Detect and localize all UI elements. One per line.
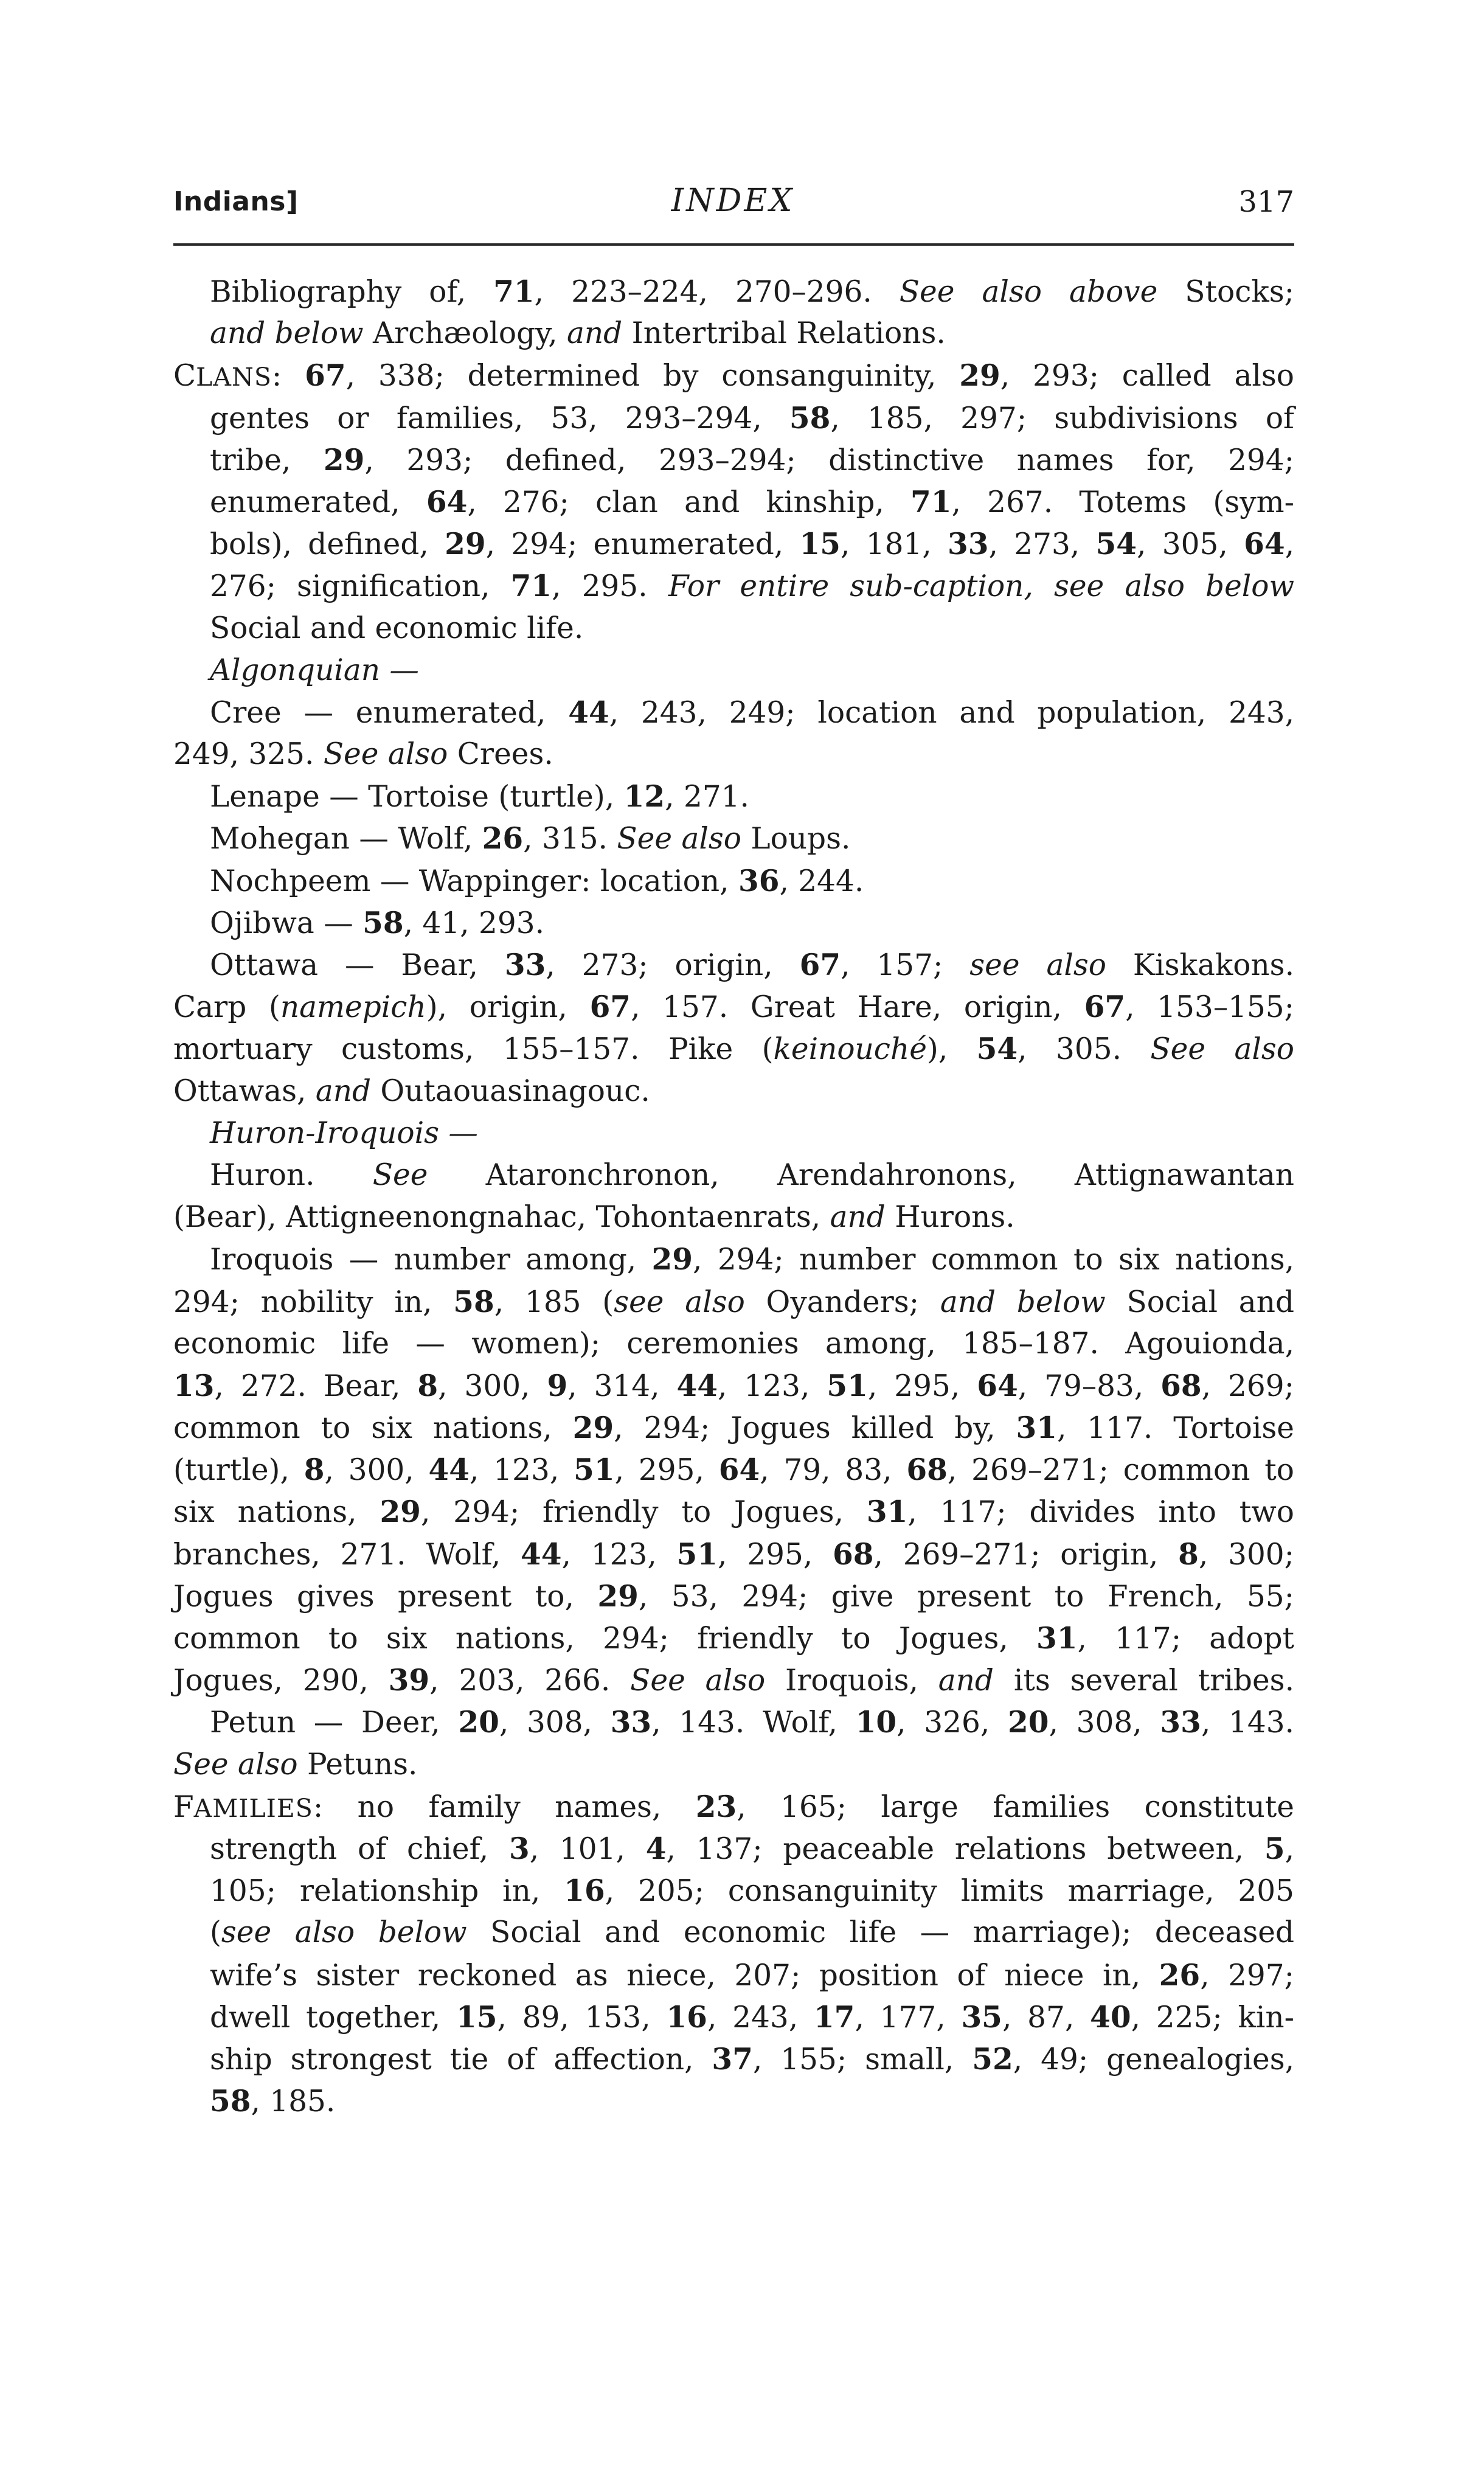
- index-text: , 269;: [1201, 1369, 1294, 1403]
- volume-ref: 33: [948, 527, 989, 562]
- index-text: Huron-Iroquois —: [210, 1116, 478, 1150]
- volume-ref: 29: [959, 358, 1000, 394]
- index-line: [210, 565, 1294, 607]
- index-text: , 185 (: [494, 1285, 614, 1319]
- volume-ref: 51: [574, 1453, 615, 1488]
- index-line: [210, 481, 1294, 523]
- index-text: Oyanders;: [744, 1285, 940, 1319]
- index-text: and below: [210, 316, 364, 351]
- volume-ref: 71: [510, 569, 552, 604]
- volume-ref: 8: [1178, 1536, 1199, 1572]
- volume-ref: 29: [597, 1578, 639, 1614]
- index-text: , 165; large families constitute: [737, 1789, 1295, 1824]
- index-text: and: [830, 1200, 886, 1235]
- index-text: branches, 271. Wolf,: [173, 1537, 521, 1572]
- index-line: [173, 1533, 1294, 1575]
- index-text: , 293; called also: [1000, 359, 1294, 394]
- index-line: [173, 1617, 1294, 1659]
- index-text: Mohegan — Wolf,: [210, 822, 482, 856]
- index-text: Algonquian —: [210, 653, 419, 687]
- index-line: [210, 271, 1294, 313]
- index-text: Outaouasinagouc.: [371, 1074, 650, 1108]
- volume-ref: 33: [610, 1705, 652, 1740]
- volume-ref: 44: [428, 1453, 470, 1488]
- volume-ref: 31: [1016, 1411, 1058, 1446]
- index-text: see also: [614, 1285, 745, 1319]
- index-text: , 185.: [251, 2084, 336, 2119]
- index-text: , 295,: [867, 1369, 977, 1403]
- index-text: , 300,: [324, 1453, 429, 1488]
- index-text: Petun — Deer,: [210, 1706, 459, 1740]
- volume-ref: 58: [362, 905, 404, 940]
- index-text: ,: [1285, 1831, 1294, 1866]
- index-line: [210, 608, 1294, 650]
- volume-ref: 8: [303, 1453, 325, 1488]
- volume-ref: 20: [458, 1705, 499, 1740]
- index-text: , 153–155;: [1125, 990, 1294, 1025]
- volume-ref: 26: [1159, 1957, 1201, 1993]
- index-text: see also below: [221, 1915, 467, 1950]
- volume-ref: 29: [445, 527, 486, 562]
- index-text: six nations,: [173, 1495, 380, 1530]
- index-text: , 305.: [1018, 1032, 1151, 1067]
- volume-ref: 44: [568, 695, 609, 730]
- index-text: , 295,: [614, 1453, 719, 1488]
- index-text: , 157;: [841, 948, 970, 982]
- index-text: , 117. Tortoise: [1057, 1411, 1294, 1446]
- volume-ref: 67: [1084, 990, 1126, 1025]
- volume-ref: 37: [712, 2041, 753, 2077]
- index-line: [173, 734, 1294, 776]
- volume-ref: 31: [866, 1494, 908, 1530]
- index-text: Carp (: [173, 990, 280, 1025]
- volume-ref: 54: [1095, 527, 1137, 562]
- volume-ref: 71: [910, 484, 952, 519]
- index-text: , 117; adopt: [1077, 1622, 1294, 1656]
- index-text: and: [938, 1664, 994, 1698]
- index-text: , 137; peaceable relations between,: [666, 1831, 1264, 1866]
- index-text: See also: [1150, 1032, 1294, 1067]
- index-text: , 300;: [1198, 1537, 1295, 1572]
- index-text: Archæology,: [363, 316, 567, 351]
- volume-ref: 29: [572, 1411, 614, 1446]
- index-text: , 293; defined, 293–294; distinctive names for, 294;: [364, 443, 1294, 477]
- index-line: [173, 1786, 1294, 1828]
- volume-ref: 64: [977, 1368, 1018, 1403]
- index-text: , 157. Great Hare, origin,: [631, 990, 1084, 1025]
- index-line: [210, 1954, 1294, 1996]
- volume-ref: 35: [961, 1999, 1002, 2035]
- index-text: ), origin,: [426, 990, 590, 1025]
- index-text: , 123,: [470, 1453, 574, 1488]
- volume-ref: 54: [976, 1032, 1018, 1067]
- index-text: , 300,: [438, 1369, 547, 1403]
- index-text: : no family names,: [313, 1789, 696, 1824]
- index-text: , 294; enumerated,: [485, 527, 800, 562]
- volume-ref: 51: [827, 1368, 868, 1403]
- index-text: 105; relationship in,: [210, 1874, 564, 1909]
- index-text: Jogues gives present to,: [173, 1579, 598, 1614]
- index-text: dwell together,: [210, 2000, 457, 2035]
- volume-ref: 3: [509, 1831, 530, 1866]
- index-line: [210, 523, 1294, 565]
- index-line: [210, 944, 1294, 986]
- index-text: mortuary customs, 155–157. Pike (: [173, 1032, 774, 1067]
- index-text: Lenape — Tortoise (turtle),: [210, 780, 624, 814]
- index-text: common to six nations,: [173, 1411, 573, 1446]
- volume-ref: 44: [676, 1368, 718, 1403]
- volume-ref: 29: [380, 1494, 421, 1530]
- index-text: , 315.: [523, 822, 617, 856]
- index-text: , 143. Wolf,: [651, 1706, 856, 1740]
- volume-ref: 17: [813, 1999, 855, 2035]
- volume-ref: 40: [1090, 1999, 1131, 2035]
- index-text: Social and economic life.: [210, 611, 584, 645]
- volume-ref: 36: [738, 863, 780, 898]
- index-text: LANS: [196, 363, 272, 392]
- index-text: , 294; number common to six nations,: [693, 1243, 1295, 1277]
- index-line: [173, 1071, 1294, 1113]
- index-text: enumerated,: [210, 485, 426, 519]
- running-head-section: Indians]: [173, 186, 299, 217]
- index-line: [210, 860, 1294, 902]
- index-text: Stocks;: [1157, 275, 1294, 309]
- index-text: , 123,: [718, 1369, 827, 1403]
- header-rule: [173, 243, 1294, 246]
- index-text: common to six nations, 294; friendly to Jogues,: [173, 1622, 1037, 1656]
- index-line: [210, 397, 1294, 439]
- index-text: , 271.: [665, 780, 749, 814]
- index-text: , 269–271; origin,: [873, 1537, 1179, 1572]
- index-line: [210, 650, 1294, 692]
- volume-ref: 29: [323, 442, 365, 477]
- index-line: [210, 1154, 1294, 1196]
- index-text: , 276; clan and kinship,: [467, 485, 910, 519]
- index-text: , 123,: [561, 1537, 677, 1572]
- volume-ref: 13: [173, 1368, 215, 1403]
- index-text: 276; signification,: [210, 569, 511, 604]
- index-text: , 305,: [1137, 527, 1244, 562]
- index-text: See also above: [899, 275, 1158, 309]
- volume-ref: 15: [456, 1999, 498, 2035]
- index-text: C: [173, 359, 196, 394]
- index-text: Hurons.: [885, 1200, 1015, 1235]
- index-line: [210, 1701, 1294, 1743]
- index-text: , 79, 83,: [760, 1453, 907, 1488]
- index-text: Cree — enumerated,: [210, 695, 569, 730]
- page-number: 317: [1238, 185, 1294, 219]
- index-text: See also: [173, 1747, 298, 1782]
- index-text: (Bear), Attigneenongnahac, Tohontaenrats,: [173, 1200, 830, 1235]
- volume-ref: 58: [453, 1284, 494, 1319]
- index-line: [173, 1028, 1294, 1070]
- index-text: Kiskakons.: [1106, 948, 1294, 982]
- index-text: see also: [969, 948, 1106, 982]
- volume-ref: 20: [1008, 1705, 1049, 1740]
- index-line: [210, 1238, 1294, 1280]
- volume-ref: 68: [833, 1536, 874, 1572]
- volume-ref: 51: [676, 1536, 718, 1572]
- index-text: , 243, 249; location and population, 243,: [609, 695, 1294, 730]
- volume-ref: 12: [623, 779, 665, 814]
- index-line: [173, 1575, 1294, 1617]
- index-text: Ataronchronon, Arendahronons, Attignawantan: [428, 1158, 1294, 1192]
- index-line: [173, 355, 1294, 397]
- index-text: ship strongest tie of affection,: [210, 2042, 712, 2077]
- index-text: bols), defined,: [210, 527, 445, 562]
- index-text: , 273; origin,: [546, 948, 800, 982]
- index-text: Nochpeem — Wappinger: location,: [210, 864, 738, 898]
- index-line: [210, 2038, 1294, 2080]
- index-text: , 244.: [779, 864, 864, 898]
- index-text: wife’s sister reckoned as niece, 207; position of niece in,: [210, 1958, 1159, 1993]
- index-line: [173, 1659, 1294, 1701]
- volume-ref: 9: [547, 1368, 568, 1403]
- index-line: [210, 439, 1294, 481]
- index-text: , 267. Totems (sym-: [951, 485, 1294, 519]
- index-line: [173, 1744, 1294, 1786]
- index-line: [210, 817, 1294, 859]
- index-text: See also: [323, 737, 448, 772]
- index-text: , 79–83,: [1018, 1369, 1161, 1403]
- index-text: , 101,: [529, 1831, 646, 1866]
- index-text: Bibliography of,: [210, 275, 494, 309]
- index-text: , 223–224, 270–296.: [534, 275, 900, 309]
- index-text: and below: [940, 1285, 1106, 1319]
- volume-ref: 67: [589, 990, 631, 1025]
- volume-ref: 67: [305, 358, 346, 394]
- index-text: , 177,: [855, 2000, 962, 2035]
- index-text: , 89, 153,: [497, 2000, 667, 2035]
- index-text: Huron.: [210, 1158, 373, 1192]
- index-text: , 297;: [1200, 1958, 1294, 1993]
- index-line: [210, 1996, 1294, 2038]
- volume-ref: 16: [666, 1999, 707, 2035]
- index-text: Jogues, 290,: [173, 1664, 389, 1698]
- index-text: , 294; Jogues killed by,: [614, 1411, 1016, 1446]
- volume-ref: 58: [210, 2084, 251, 2119]
- index-text: , 272. Bear,: [214, 1369, 418, 1403]
- index-text: Petuns.: [297, 1747, 418, 1782]
- volume-ref: 64: [1244, 527, 1285, 562]
- index-line: [210, 1828, 1294, 1870]
- index-text: gentes or families, 53, 293–294,: [210, 401, 789, 436]
- index-text: , 87,: [1002, 2000, 1090, 2035]
- index-text: , 295.: [552, 569, 668, 604]
- index-text: tribe,: [210, 443, 324, 477]
- index-text: :: [271, 359, 305, 394]
- index-text: (turtle),: [173, 1453, 304, 1488]
- index-text: Ottawas,: [173, 1074, 316, 1108]
- index-line: [210, 313, 1294, 355]
- index-text: See: [372, 1158, 428, 1192]
- index-text: Social and economic life — marriage); deceased: [466, 1915, 1294, 1950]
- index-text: , 205; consanguinity limits marriage, 205: [605, 1874, 1294, 1909]
- index-text: its several tribes.: [993, 1664, 1294, 1698]
- volume-ref: 29: [651, 1242, 693, 1277]
- index-text: , 294; friendly to Jogues,: [420, 1495, 867, 1530]
- index-text: economic life — women); ceremonies among, 185–187. Agouionda,: [173, 1326, 1294, 1361]
- volume-ref: 44: [521, 1536, 562, 1572]
- index-text: See also: [617, 822, 741, 856]
- index-line: [210, 1870, 1294, 1912]
- index-text: , 117; divides into two: [907, 1495, 1295, 1530]
- index-text: Loups.: [741, 822, 851, 856]
- volume-ref: 15: [799, 527, 841, 562]
- volume-ref: 68: [1160, 1368, 1202, 1403]
- index-text: 249, 325.: [173, 737, 324, 772]
- volume-ref: 68: [906, 1453, 948, 1488]
- volume-ref: 10: [855, 1705, 897, 1740]
- index-text: , 143.: [1201, 1706, 1294, 1740]
- page-header: [173, 182, 1294, 231]
- index-text: , 181,: [840, 527, 948, 562]
- index-text: , 308,: [499, 1706, 611, 1740]
- index-line: [173, 1407, 1294, 1449]
- index-text: namepich: [280, 990, 426, 1025]
- volume-ref: 8: [417, 1368, 439, 1403]
- index-text: and: [315, 1074, 372, 1108]
- volume-ref: 39: [388, 1663, 430, 1698]
- index-text: Crees.: [448, 737, 553, 772]
- index-text: keinouché: [773, 1032, 927, 1067]
- index-text: , 225; kin-: [1131, 2000, 1295, 2035]
- volume-ref: 33: [504, 948, 546, 982]
- index-text: , 326,: [896, 1706, 1008, 1740]
- volume-ref: 58: [789, 400, 831, 436]
- index-text: , 269–271; common to: [947, 1453, 1295, 1488]
- volume-ref: 31: [1036, 1621, 1078, 1656]
- index-line: [210, 776, 1294, 817]
- volume-ref: 64: [718, 1453, 760, 1488]
- index-text: , 49; genealogies,: [1013, 2042, 1294, 2077]
- index-text: , 53, 294; give present to French, 55;: [638, 1579, 1294, 1614]
- index-text: Iroquois — number among,: [210, 1243, 652, 1277]
- index-text: Social and: [1105, 1285, 1295, 1319]
- index-text: See also: [630, 1664, 766, 1698]
- volume-ref: 16: [564, 1873, 605, 1909]
- volume-ref: 33: [1160, 1705, 1201, 1740]
- index-text: , 155; small,: [752, 2042, 973, 2077]
- index-text: , 273,: [988, 527, 1096, 562]
- index-text: Intertribal Relations.: [622, 316, 946, 351]
- index-text: Ottawa — Bear,: [210, 948, 505, 982]
- index-text: For entire sub-caption, see also below: [668, 569, 1294, 604]
- index-text: F: [173, 1789, 194, 1824]
- running-head-title: INDEX: [671, 182, 795, 219]
- volume-ref: 67: [799, 948, 841, 982]
- volume-ref: 23: [695, 1789, 737, 1824]
- index-text: , 314,: [567, 1369, 677, 1403]
- volume-ref: 4: [645, 1831, 667, 1866]
- volume-ref: 71: [493, 274, 535, 309]
- volume-ref: 26: [482, 821, 524, 856]
- index-text: AMILIES: [193, 1793, 313, 1823]
- volume-ref: 52: [972, 2041, 1013, 2077]
- index-text: strength of chief,: [210, 1831, 509, 1866]
- index-line: [173, 1449, 1294, 1491]
- index-line: [210, 1912, 1294, 1954]
- index-text: , 308,: [1049, 1706, 1160, 1740]
- index-line: [210, 692, 1294, 734]
- index-text: and: [566, 316, 623, 351]
- index-text: , 41, 293.: [403, 906, 544, 940]
- index-line: [210, 902, 1294, 944]
- index-line: [173, 986, 1294, 1028]
- index-line: [210, 2080, 1294, 2122]
- index-line: [210, 1113, 1294, 1154]
- index-text: , 338; determined by consanguinity,: [345, 359, 960, 394]
- index-line: [173, 1196, 1294, 1238]
- index-text: , 185, 297; subdivisions of: [830, 401, 1294, 436]
- index-text: Ojibwa —: [210, 906, 363, 940]
- index-text: (: [210, 1915, 221, 1950]
- index-text: ),: [926, 1032, 977, 1067]
- index-text: Iroquois,: [765, 1664, 938, 1698]
- index-line: [173, 1365, 1294, 1407]
- index-body: [173, 271, 1294, 2122]
- index-text: , 243,: [707, 2000, 814, 2035]
- index-text: ,: [1285, 527, 1294, 562]
- index-text: , 203, 266.: [429, 1664, 631, 1698]
- index-line: [173, 1491, 1294, 1533]
- volume-ref: 5: [1264, 1831, 1285, 1866]
- index-text: 294; nobility in,: [173, 1285, 454, 1319]
- index-line: [173, 1323, 1294, 1365]
- index-line: [173, 1281, 1294, 1323]
- volume-ref: 64: [426, 484, 468, 519]
- index-text: , 295,: [718, 1537, 833, 1572]
